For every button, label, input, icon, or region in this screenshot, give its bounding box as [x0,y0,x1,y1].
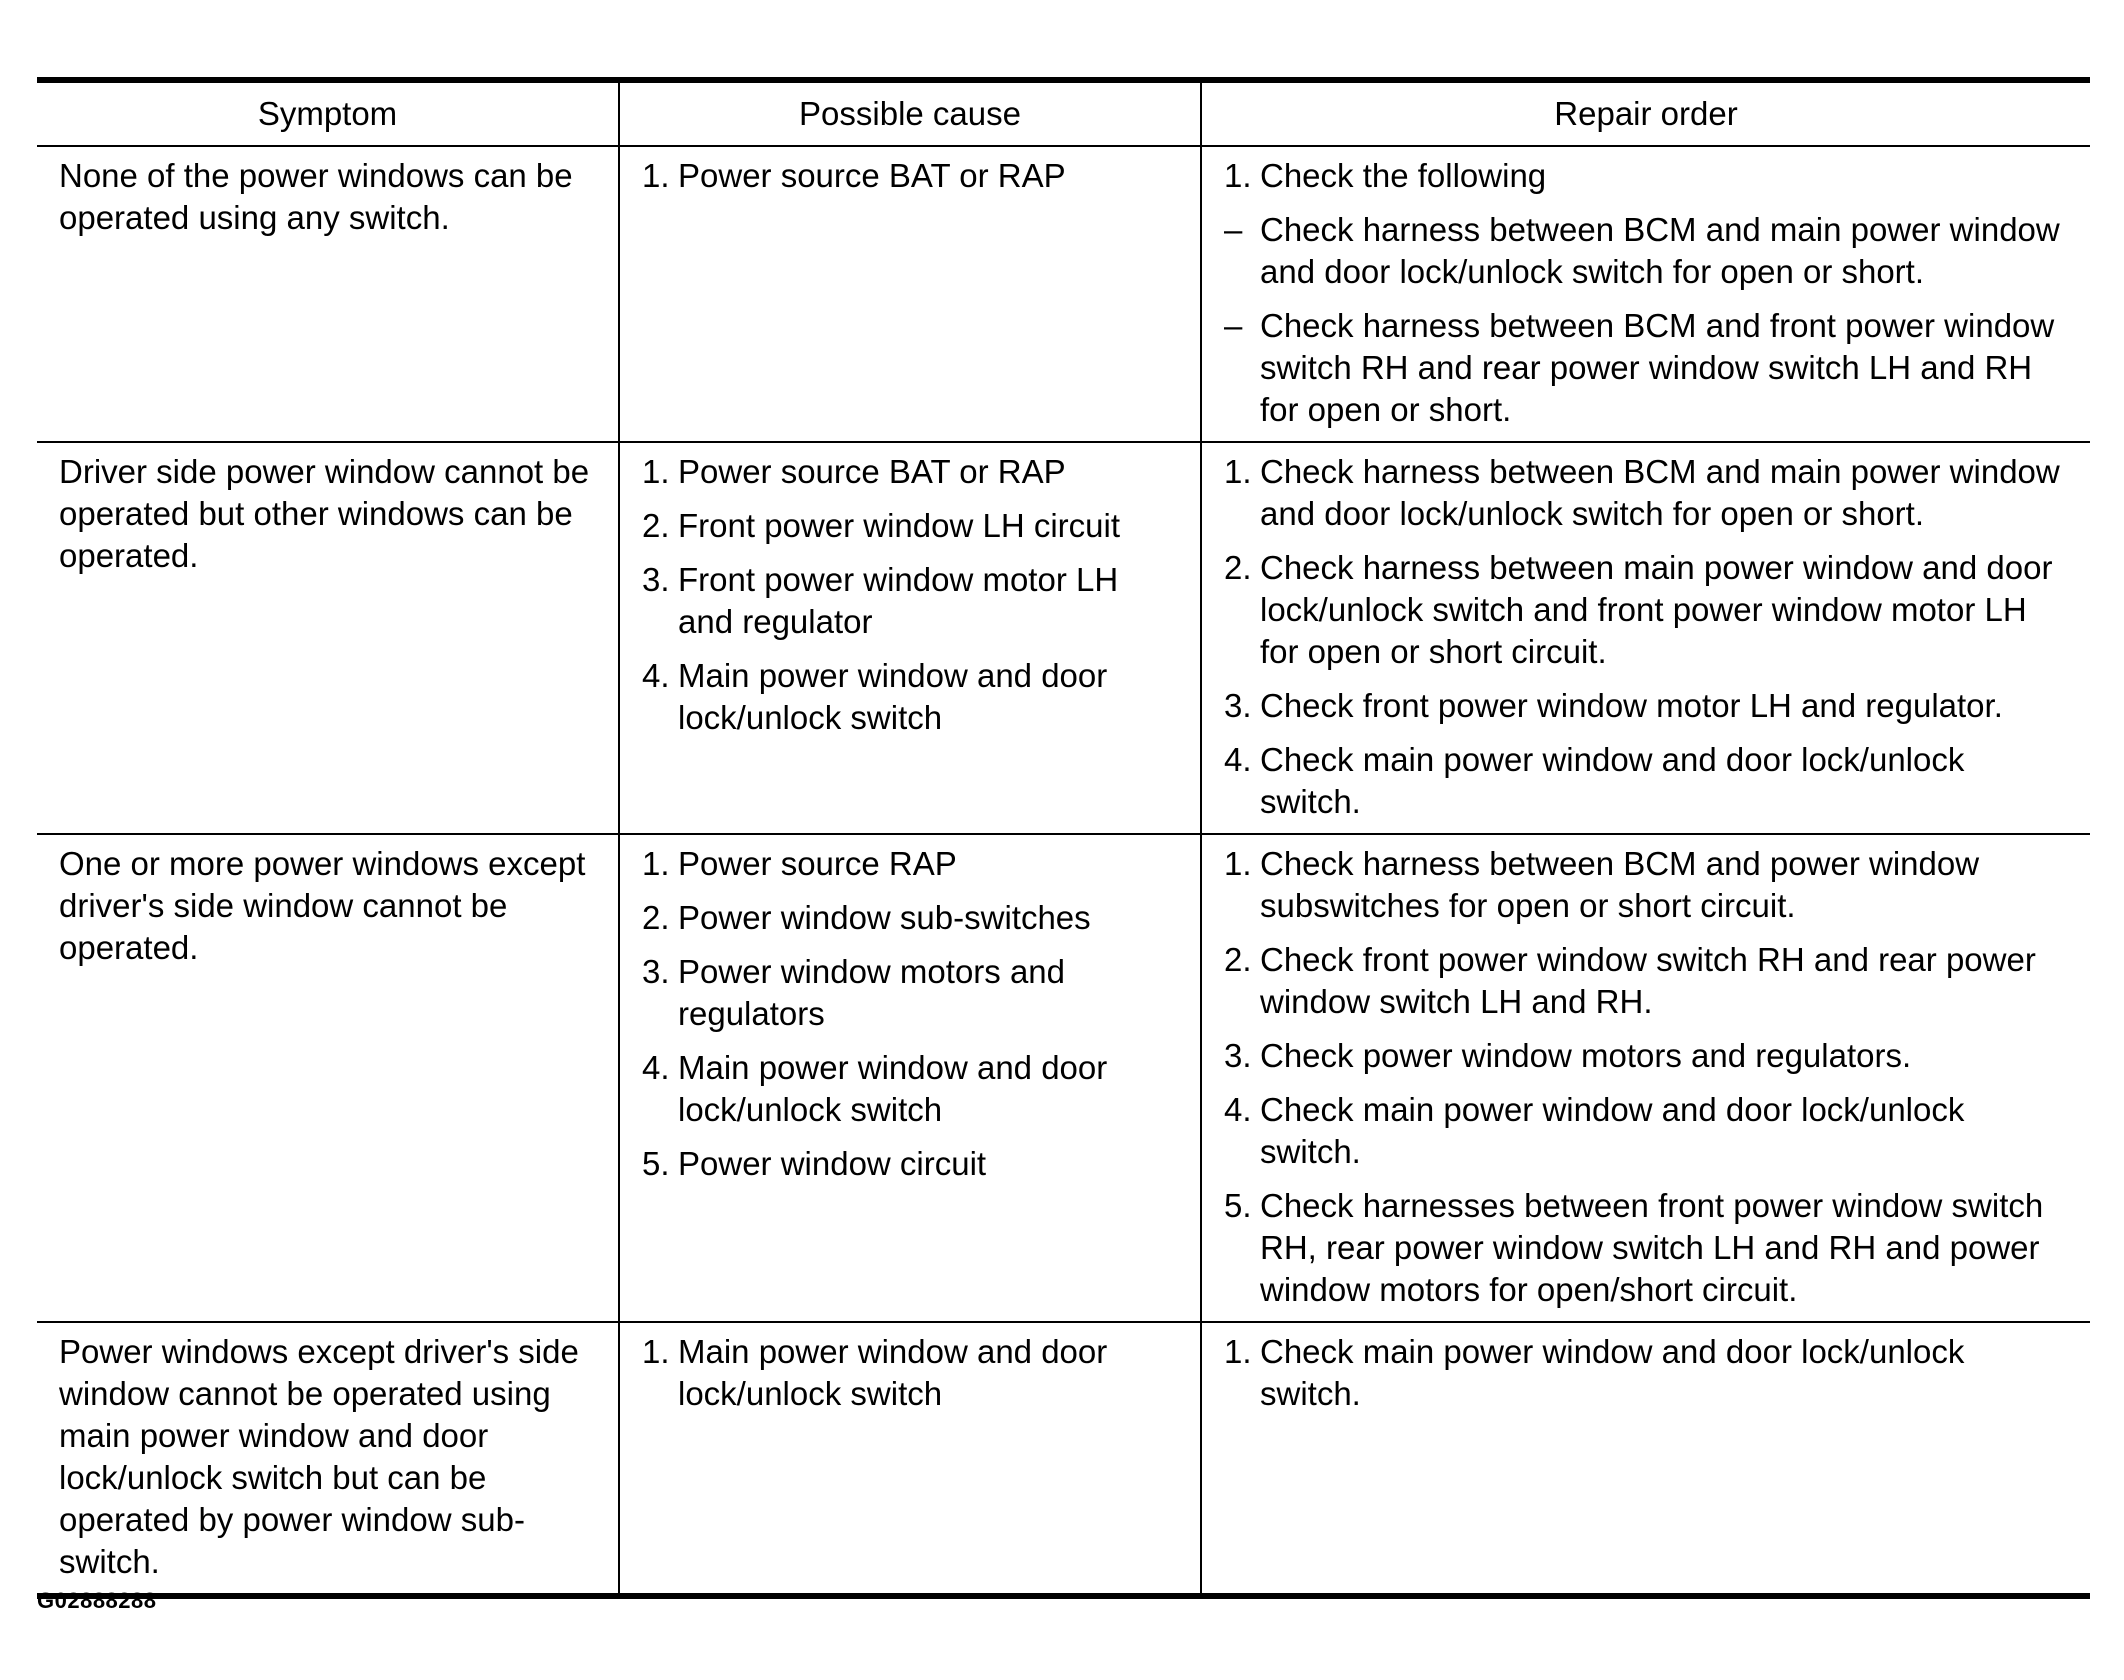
item-text: Check front power window motor LH and regulator. [1260,687,2003,724]
list-item [1224,155,2070,197]
item-text: Front power window LH circuit [678,507,1120,544]
item-number: 1. [1224,453,1252,490]
list-item [642,1143,1180,1185]
item-number: 1. [642,845,670,882]
item-text: Check harness between BCM and main power window and door lock/unlock switch for open or short. [1260,211,2060,290]
figure-id: G02888288 [37,1588,157,1613]
list-item [1224,1331,2070,1415]
item-text: Main power window and door lock/unlock switch [678,1333,1108,1412]
item-text: Power window sub-switches [678,899,1091,936]
repair-list [1224,843,2070,1311]
item-number: 4. [1224,1091,1252,1128]
list-item [1224,685,2070,727]
item-text: Check main power window and door lock/unlock switch. [1260,1091,1965,1170]
list-item [642,505,1180,547]
list-item [1224,939,2070,1023]
header-row [37,80,2090,146]
item-text: Power window motors and regulators [678,953,1066,1032]
symptom-text: One or more power windows except driver's side window cannot be operated. [59,845,586,966]
item-text: Check harness between main power window and door lock/unlock switch and front power window motor LH for open or short circuit. [1260,549,2053,670]
item-text: Check harnesses between front power window switch RH, rear power window switch LH and RH and power window motors for open/short circuit. [1260,1187,2044,1308]
item-text: Check power window motors and regulators. [1260,1037,1912,1074]
cause-cell [619,1322,1201,1596]
item-text: Check harness between BCM and front power window switch RH and rear power window switch LH and RH for open or short. [1260,307,2055,428]
item-text: Power window circuit [678,1145,987,1182]
document-page [37,77,2090,1599]
item-number: 3. [642,953,670,990]
item-text: Check front power window switch RH and rear power window switch LH and RH. [1260,941,2036,1020]
repair-list [1224,1331,2070,1415]
item-bullet: – [1224,307,1243,344]
list-item [642,1331,1180,1415]
cause-list [642,1331,1180,1415]
item-text: Check main power window and door lock/unlock switch. [1260,1333,1965,1412]
cause-list [642,155,1180,197]
list-item [1224,1035,2070,1077]
item-number: 1. [1224,157,1252,194]
repair-list [1224,451,2070,823]
item-text: Power source RAP [678,845,957,882]
cause-list [642,843,1180,1185]
list-item [1224,305,2070,431]
repair-list [1224,155,2070,431]
list-item [642,1047,1180,1131]
item-number: 4. [642,657,670,694]
symptom-cell [37,442,619,834]
item-text: Power source BAT or RAP [678,453,1066,490]
repair-cell [1201,834,2090,1322]
item-text: Check harness between BCM and main power window and door lock/unlock switch for open or short. [1260,453,2060,532]
list-item [642,897,1180,939]
list-item [642,451,1180,493]
item-number: 1. [642,453,670,490]
list-item [642,559,1180,643]
item-number: 5. [642,1145,670,1182]
item-number: 1. [1224,1333,1252,1370]
list-item [1224,209,2070,293]
list-item [642,951,1180,1035]
cause-cell [619,442,1201,834]
table-row [37,442,2090,834]
list-item [642,843,1180,885]
repair-cell [1201,146,2090,442]
symptom-cell [37,834,619,1322]
symptom-text: Power windows except driver's side window cannot be operated using main power window and door lock/unlock switch but can be operated by power window sub-switch. [59,1333,579,1580]
list-item [1224,739,2070,823]
symptom-cell [37,1322,619,1596]
table-header [37,80,2090,146]
table-row [37,834,2090,1322]
item-number: 4. [1224,741,1252,778]
cause-cell [619,146,1201,442]
header-possible-cause: Possible cause [619,80,1201,146]
item-text: Front power window motor LH and regulator [678,561,1119,640]
item-number: 3. [1224,687,1252,724]
symptom-cell [37,146,619,442]
item-text: Check main power window and door lock/unlock switch. [1260,741,1965,820]
table-row [37,1322,2090,1596]
item-text: Main power window and door lock/unlock switch [678,1049,1108,1128]
item-text: Power source BAT or RAP [678,157,1066,194]
diagnosis-table [37,77,2090,1599]
list-item [1224,547,2070,673]
list-item [1224,451,2070,535]
item-number: 2. [642,507,670,544]
item-number: 1. [1224,845,1252,882]
item-number: 4. [642,1049,670,1086]
list-item [642,655,1180,739]
cause-list [642,451,1180,739]
list-item [1224,1185,2070,1311]
repair-cell [1201,1322,2090,1596]
item-bullet: – [1224,211,1243,248]
list-item [642,155,1180,197]
item-number: 3. [1224,1037,1252,1074]
header-repair-order: Repair order [1201,80,2090,146]
item-text: Check the following [1260,157,1547,194]
cause-cell [619,834,1201,1322]
list-item [1224,843,2070,927]
item-number: 1. [642,1333,670,1370]
symptom-text: None of the power windows can be operated using any switch. [59,157,573,236]
item-number: 5. [1224,1187,1252,1224]
symptom-text: Driver side power window cannot be operated but other windows can be operated. [59,453,590,574]
header-symptom: Symptom [37,80,619,146]
item-number: 2. [1224,549,1252,586]
repair-cell [1201,442,2090,834]
item-text: Check harness between BCM and power window subswitches for open or short circuit. [1260,845,1980,924]
item-number: 3. [642,561,670,598]
item-number: 2. [642,899,670,936]
item-text: Main power window and door lock/unlock switch [678,657,1108,736]
table-row [37,146,2090,442]
list-item [1224,1089,2070,1173]
item-number: 1. [642,157,670,194]
item-number: 2. [1224,941,1252,978]
